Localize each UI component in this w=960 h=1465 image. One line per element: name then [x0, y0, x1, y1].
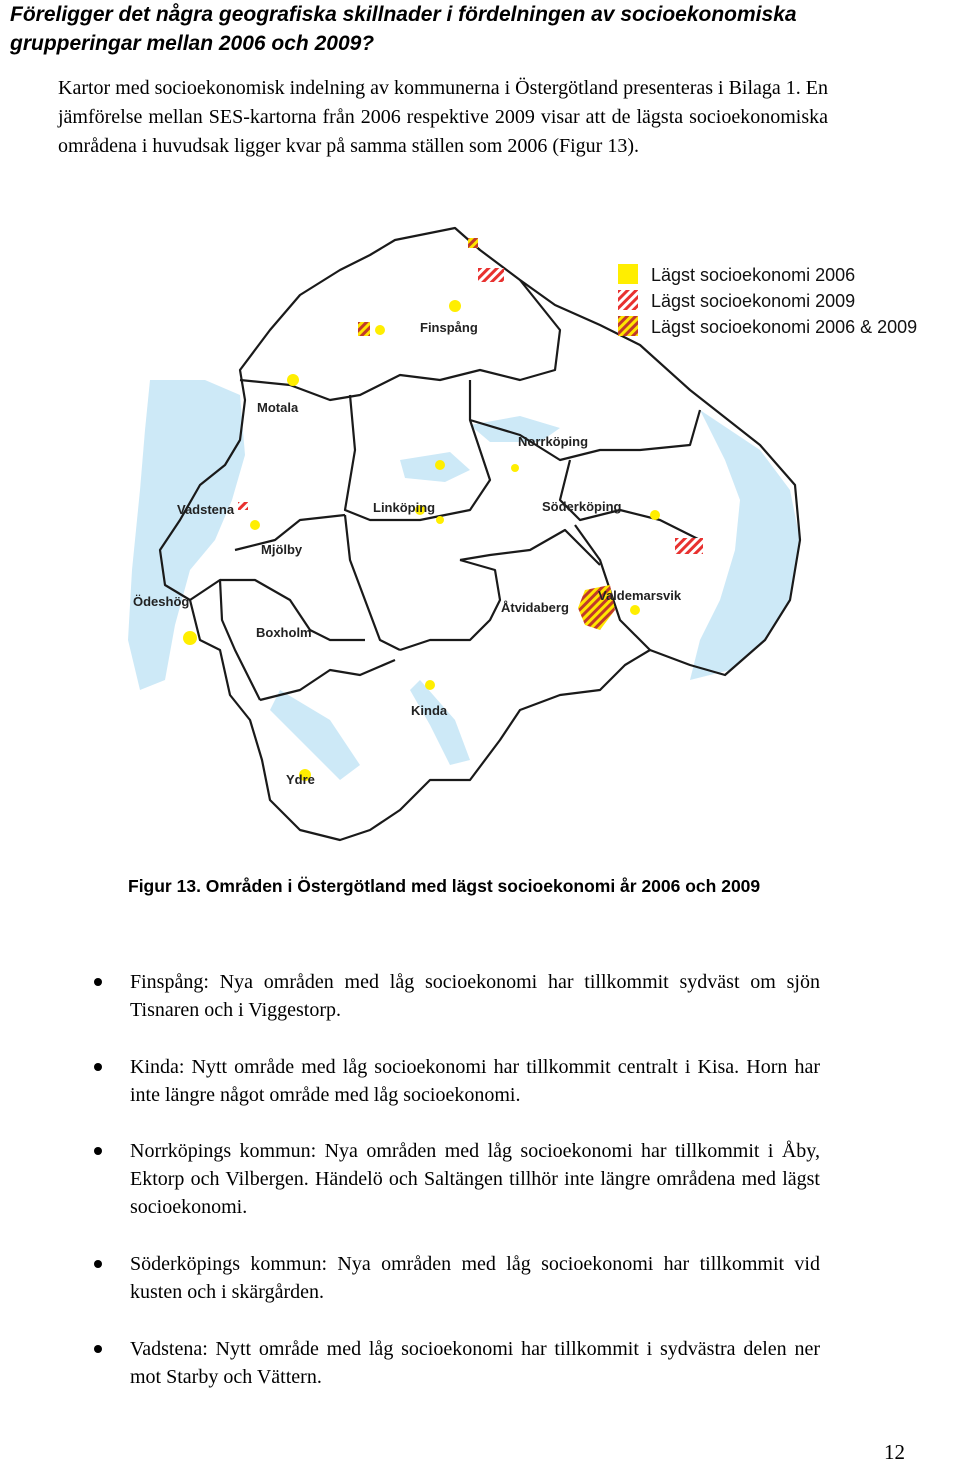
lake-roxen: [400, 452, 470, 482]
label-linkoping: Linköping: [373, 500, 436, 515]
bullet-icon: [94, 1147, 102, 1155]
legend-label-2006: Lägst socioekonomi 2006: [651, 265, 856, 285]
list-item: [130, 1137, 820, 1221]
legend-swatch-2006: [618, 264, 638, 284]
label-ydre: Ydre: [286, 772, 315, 787]
bullet-icon: [94, 1063, 102, 1071]
label-vadstena: Vadstena: [177, 502, 235, 517]
legend-label-2009: Lägst socioekonomi 2009: [651, 291, 856, 311]
label-finspang: Finspång: [420, 320, 478, 335]
page-number: 12: [884, 1440, 905, 1464]
map-legend: [618, 264, 917, 337]
list-item: [130, 1250, 820, 1306]
legend-label-both: Lägst socioekonomi 2006 & 2009: [651, 317, 918, 337]
border-ydre: [260, 660, 395, 700]
intro-paragraph: Kartor med socioekonomisk indelning av kommunerna i Östergötland presenteras i Bilaga 1. En jämförelse mellan SES-kartorna från 2006 respektive 2009 visar att de lägsta socioekonomiska områdena i huvudsak ligger kvar på samma ställen som 2006 (Figur 13).: [58, 77, 829, 157]
list-item: [130, 1335, 820, 1391]
figure-map: [0, 220, 960, 860]
bullet-icon: [94, 978, 102, 986]
list-item: [130, 968, 820, 1024]
section-heading: Föreligger det några geografiska skillnader i fördelningen av socioekonomiska grupperingar mellan 2006 och 2009?: [10, 3, 797, 55]
list-item-text: Söderköpings kommun: Nya områden med låg socioekonomi har tillkommit vid kusten och i skärgården.: [130, 1253, 820, 1303]
ostergotland-map: [0, 220, 960, 860]
list-item-text: Kinda: Nytt område med låg socioekonomi har tillkommit centralt i Kisa. Horn har inte längre något område med låg socioekonomi.: [130, 1056, 820, 1106]
label-mjolby: Mjölby: [261, 542, 303, 557]
legend-swatch-2009: [618, 290, 638, 310]
bullet-icon: [94, 1260, 102, 1268]
label-kinda: Kinda: [411, 703, 448, 718]
label-motala: Motala: [257, 400, 299, 415]
label-atvidaberg: Åtvidaberg: [501, 600, 569, 615]
sea-east: [690, 410, 800, 680]
label-norrkoping: Norrköping: [518, 434, 589, 449]
list-item-text: Norrköpings kommun: Nya områden med låg socioekonomi har tillkommit i Åby, Ektorp och Vilbergen. Händelö och Saltängen tillhör inte längre områdena med lägst socioekonomi.: [130, 1140, 820, 1218]
lake-kinda: [410, 680, 470, 765]
list-item-text: Vadstena: Nytt område med låg socioekonomi har tillkommit i sydvästra delen ner mot Starby och Vättern.: [130, 1338, 820, 1388]
label-boxholm: Boxholm: [256, 625, 312, 640]
border-motala-linkoping: [345, 380, 490, 520]
list-item-text: Finspång: Nya områden med låg socioekonomi har tillkommit sydväst om sjön Tisnaren och i Viggestorp.: [130, 971, 820, 1021]
border-atvidaberg: [460, 530, 600, 565]
label-odeshog: Ödeshög: [133, 594, 190, 609]
figure-caption: Figur 13. Områden i Östergötland med lägst socioekonomi år 2006 och 2009: [128, 876, 761, 896]
bullet-icon: [94, 1345, 102, 1353]
label-soderkoping: Söderköping: [542, 499, 622, 514]
list-item: [130, 1053, 820, 1109]
border-linkoping-south: [345, 515, 400, 650]
lake-sommen: [270, 690, 360, 780]
label-valdemarsvik: Valdemarsvik: [598, 588, 682, 603]
legend-swatch-both: [618, 316, 638, 336]
border-kinda: [400, 560, 500, 650]
